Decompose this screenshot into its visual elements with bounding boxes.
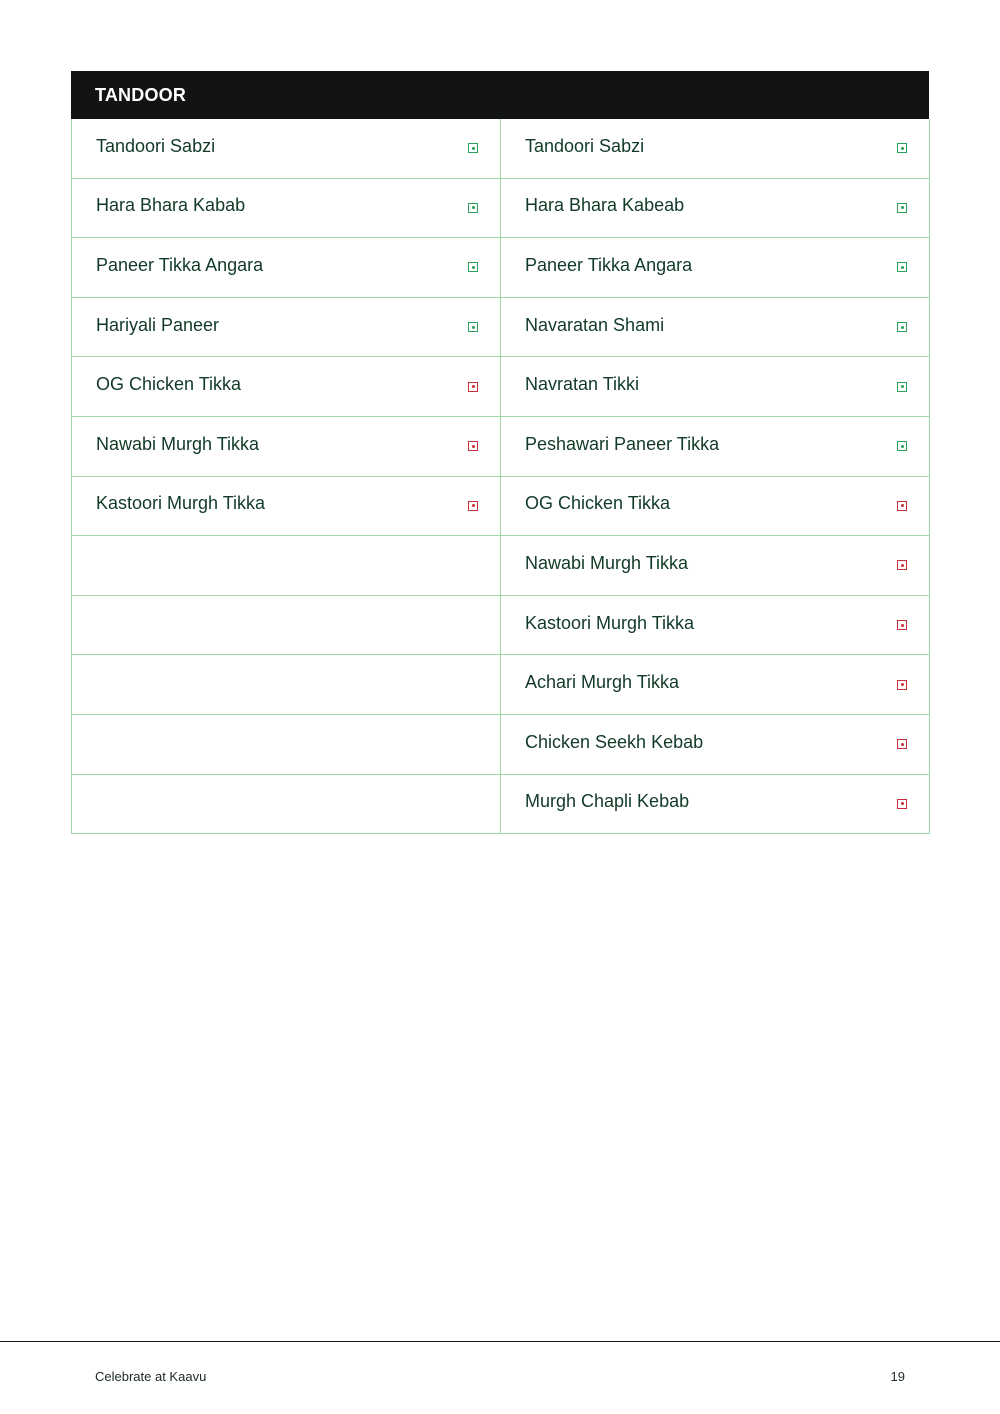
menu-item-name: Tandoori Sabzi xyxy=(96,135,216,156)
menu-item xyxy=(501,179,930,239)
indicator-dot-icon xyxy=(472,445,475,448)
veg-icon xyxy=(468,262,478,272)
indicator-dot-icon xyxy=(901,564,904,567)
menu-item xyxy=(501,536,930,596)
menu-item xyxy=(501,417,930,477)
veg-icon xyxy=(897,203,907,213)
menu-item-name: Kastoori Murgh Tikka xyxy=(96,493,266,514)
non-veg-icon xyxy=(897,799,907,809)
non-veg-icon xyxy=(897,739,907,749)
empty-cell xyxy=(72,655,501,715)
menu-item xyxy=(501,715,930,775)
non-veg-icon xyxy=(468,441,478,451)
indicator-dot-icon xyxy=(901,445,904,448)
indicator-dot-icon xyxy=(901,624,904,627)
indicator-dot-icon xyxy=(472,385,475,388)
menu-item xyxy=(501,298,930,358)
non-veg-icon xyxy=(897,560,907,570)
indicator-dot-icon xyxy=(901,802,904,805)
veg-icon xyxy=(897,262,907,272)
page-number: 19 xyxy=(890,1369,905,1384)
indicator-dot-icon xyxy=(472,147,475,150)
menu-item-name: OG Chicken Tikka xyxy=(96,374,242,395)
footer-divider xyxy=(0,1341,1000,1342)
menu-item-name: Hara Bhara Kabab xyxy=(96,195,246,216)
menu-item xyxy=(72,357,501,417)
menu-item xyxy=(501,238,930,298)
footer-title: Celebrate at Kaavu xyxy=(95,1369,207,1384)
non-veg-icon xyxy=(897,680,907,690)
menu-item-name: Murgh Chapli Kebab xyxy=(525,791,690,812)
menu-item xyxy=(72,179,501,239)
veg-icon xyxy=(468,322,478,332)
section-header xyxy=(71,71,929,119)
non-veg-icon xyxy=(897,620,907,630)
menu-item-name: Paneer Tikka Angara xyxy=(96,254,264,275)
menu-item xyxy=(501,596,930,656)
menu-item xyxy=(72,238,501,298)
empty-cell xyxy=(72,775,501,835)
indicator-dot-icon xyxy=(901,326,904,329)
menu-item-name: Kastoori Murgh Tikka xyxy=(525,612,695,633)
empty-cell xyxy=(72,715,501,775)
indicator-dot-icon xyxy=(472,504,475,507)
veg-icon xyxy=(897,143,907,153)
veg-icon xyxy=(468,143,478,153)
menu-item-name: Navaratan Shami xyxy=(525,314,665,335)
indicator-dot-icon xyxy=(901,504,904,507)
menu-item-name: Hara Bhara Kabeab xyxy=(525,195,685,216)
menu-item xyxy=(501,477,930,537)
menu-item-name: Navratan Tikki xyxy=(525,374,640,395)
menu-item xyxy=(501,655,930,715)
menu-item-name: Achari Murgh Tikka xyxy=(525,672,680,693)
menu-table xyxy=(71,71,929,834)
section-title: TANDOOR xyxy=(95,84,187,105)
menu-item xyxy=(72,477,501,537)
indicator-dot-icon xyxy=(901,683,904,686)
menu-item xyxy=(72,417,501,477)
menu-item-name: Peshawari Paneer Tikka xyxy=(525,433,720,454)
veg-icon xyxy=(897,382,907,392)
menu-item-name: Nawabi Murgh Tikka xyxy=(525,552,689,573)
indicator-dot-icon xyxy=(901,147,904,150)
indicator-dot-icon xyxy=(472,266,475,269)
menu-item-name: OG Chicken Tikka xyxy=(525,493,671,514)
menu-item-name: Hariyali Paneer xyxy=(96,314,220,335)
menu-item xyxy=(501,119,930,179)
menu-item-name: Paneer Tikka Angara xyxy=(525,254,693,275)
menu-item xyxy=(72,298,501,358)
menu-item-name: Chicken Seekh Kebab xyxy=(525,731,704,752)
indicator-dot-icon xyxy=(901,385,904,388)
non-veg-icon xyxy=(468,382,478,392)
non-veg-icon xyxy=(468,501,478,511)
indicator-dot-icon xyxy=(472,326,475,329)
non-veg-icon xyxy=(897,501,907,511)
menu-item xyxy=(72,119,501,179)
empty-cell xyxy=(72,536,501,596)
menu-item xyxy=(501,357,930,417)
indicator-dot-icon xyxy=(472,206,475,209)
menu-item xyxy=(501,775,930,835)
indicator-dot-icon xyxy=(901,266,904,269)
menu-item-name: Tandoori Sabzi xyxy=(525,135,645,156)
veg-icon xyxy=(468,203,478,213)
empty-cell xyxy=(72,596,501,656)
veg-icon xyxy=(897,322,907,332)
menu-item-name: Nawabi Murgh Tikka xyxy=(96,433,260,454)
veg-icon xyxy=(897,441,907,451)
indicator-dot-icon xyxy=(901,206,904,209)
indicator-dot-icon xyxy=(901,743,904,746)
menu-grid xyxy=(71,119,929,834)
